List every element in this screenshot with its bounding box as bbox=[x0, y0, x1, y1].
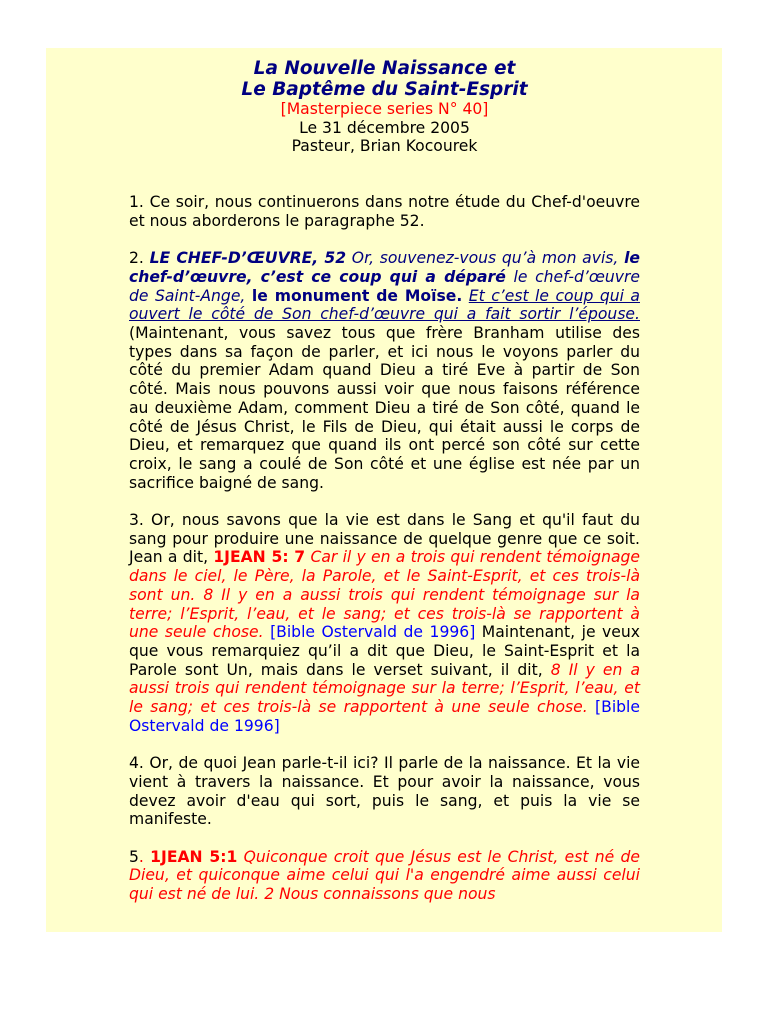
scripture-reference: 1JEAN 5:1 bbox=[150, 847, 238, 866]
quote-text: le chef-d’œuvre de Saint-Ange, bbox=[129, 267, 640, 305]
scripture-quote: Car il y en a trois qui rendent témoignage dans le ciel, le Père, la Parole, et le Saint-Esprit, et ces trois-là sont un. 8 Il y en a aussi trois qui rendent témoignage sur la terre; l’Esprit, l’eau, et le sang; et ces trois-là se rapportent à une seule chose. bbox=[129, 548, 641, 642]
paragraph-2 bbox=[129, 249, 640, 492]
title-line-1: La Nouvelle Naissance et bbox=[253, 58, 516, 79]
quote-heading: LE CHEF-D’ŒUVRE, 52 bbox=[149, 249, 347, 268]
paragraph-3-text: Maintenant, je veux que vous remarquiez qu’il a dit que Dieu, le Saint-Esprit et la Parole sont Un, mais dans le verset suivant, il dit, bbox=[129, 623, 640, 679]
paragraph-3 bbox=[129, 511, 640, 735]
paragraph-2-body: (Maintenant, vous savez tous que frère Branham utilise des types dans sa façon de parler, et ici nous le voyons parler du côté du premier Adam quand Dieu a tiré Eve à partir de Son côté. Mais nous pouvons aussi voir que nous faisons référence au deuxième Adam, comment Dieu a tiré de Son côté, quand le côté de Jésus Christ, le Fils de Dieu, qui était aussi le corps de Dieu, et remarquez que quand ils ont percé son côté sur cette croix, le sang a coulé de Son côté et une église est née par un sacrifice baigné de sang. bbox=[129, 324, 640, 492]
paragraph-2-number: 2. bbox=[129, 249, 150, 268]
document-page bbox=[46, 48, 722, 932]
paragraph-4: 4. Or, de quoi Jean parle-t-il ici? Il parle de la naissance. Et la vie vient à travers la naissance. Et pour avoir la naissance, vous devez avoir d'eau qui sort, puis le sang, et puis la vie se manifeste. bbox=[129, 754, 640, 829]
bible-source: [Bible Ostervald de 1996] bbox=[129, 698, 640, 735]
quote-underlined: Et c’est le coup qui a ouvert le côté de Son chef-d’œuvre qui a fait sortir l’épouse. bbox=[129, 286, 640, 324]
document-header bbox=[129, 58, 640, 156]
paragraph-5 bbox=[129, 848, 640, 904]
title-line-2: Le Baptême du Saint-Esprit bbox=[241, 79, 528, 100]
paragraph-3-text: 3. Or, nous savons que la vie est dans le Sang et qu'il faut du sang pour produire une naissance de quelque genre que ce soit. Jean a dit, bbox=[129, 511, 640, 567]
paragraph-5-number: 5 bbox=[129, 847, 139, 866]
quote-emphasis: le monument de Moïse. bbox=[251, 286, 463, 305]
quote-emphasis: le chef-d’œuvre, c’est ce coup qui a déparé bbox=[129, 249, 640, 286]
paragraph-5-dot: . bbox=[138, 847, 151, 866]
paragraph-1: 1. Ce soir, nous continuerons dans notre étude du Chef-d'oeuvre et nous aborderons le paragraphe 52. bbox=[129, 193, 640, 230]
series-label: [Masterpiece series N° 40] bbox=[280, 100, 489, 118]
scripture-reference: 1JEAN 5: 7 bbox=[213, 548, 306, 567]
sermon-date: Le 31 décembre 2005 bbox=[299, 118, 470, 137]
scripture-quote: 8 Il y en a aussi trois qui rendent témoignage sur la terre; l’Esprit, l’eau, et le sang; et ces trois-là se rapportent à une seule chose. bbox=[129, 660, 640, 717]
scripture-quote: Quiconque croit que Jésus est le Christ, est né de Dieu, et quiconque aime celui qui l'a engendré aime aussi celui qui est né de lui. 2 Nous connaissons que nous bbox=[129, 847, 640, 904]
bible-source: [Bible Ostervald de 1996] bbox=[263, 623, 476, 642]
quote-text: Or, souvenez-vous qu’à mon avis, bbox=[346, 249, 625, 268]
document-body bbox=[129, 48, 640, 904]
pastor-name: Pasteur, Brian Kocourek bbox=[291, 137, 478, 156]
